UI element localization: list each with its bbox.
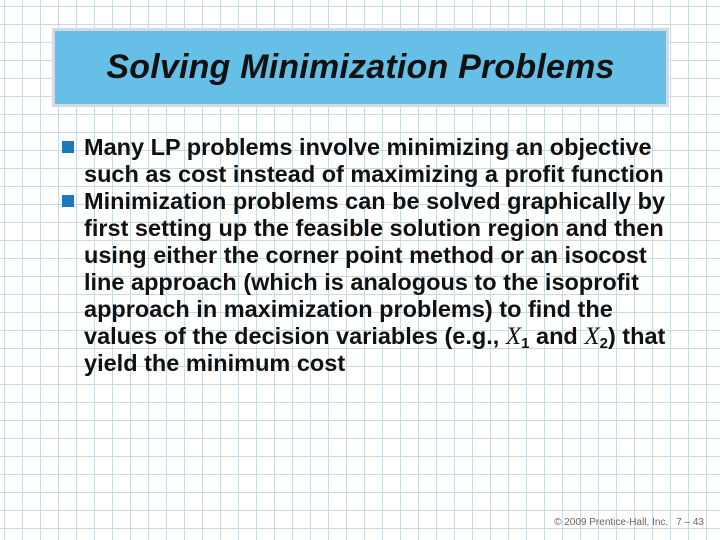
variable-x1-subscript: 1 bbox=[521, 335, 530, 352]
square-bullet-icon bbox=[62, 195, 74, 207]
bullet-list bbox=[62, 134, 672, 377]
slide-footer bbox=[554, 517, 704, 528]
bullet-text bbox=[84, 188, 672, 377]
bullet-item-graphical-solution bbox=[62, 188, 672, 377]
bullet-text-after: ) that yield the minimum cost bbox=[84, 323, 666, 376]
variable-x1-symbol: X bbox=[505, 323, 522, 350]
square-bullet-icon bbox=[62, 141, 74, 153]
title-banner bbox=[52, 28, 669, 107]
page-number: 7 – 43 bbox=[676, 517, 704, 528]
variable-x2-subscript: 2 bbox=[599, 335, 608, 352]
bullet-text-before: Minimization problems can be solved graphically by first setting up the feasible solution region and then using either the corner point method or an isocost line approach (which is analogous to the isoprofit approach in maximization problems) to find the values of the decision variables (e.g., bbox=[84, 188, 666, 349]
bullet-text-connector: and bbox=[529, 323, 585, 349]
bullet-text: Many LP problems involve minimizing an objective such as cost instead of maximizing a profit function bbox=[84, 134, 664, 187]
slide-title: Solving Minimization Problems bbox=[106, 48, 615, 86]
variable-x2-symbol: X bbox=[584, 323, 600, 350]
bullet-item-minimizing bbox=[62, 134, 672, 188]
copyright-notice: © 2009 Prentice-Hall, Inc. bbox=[554, 517, 669, 528]
